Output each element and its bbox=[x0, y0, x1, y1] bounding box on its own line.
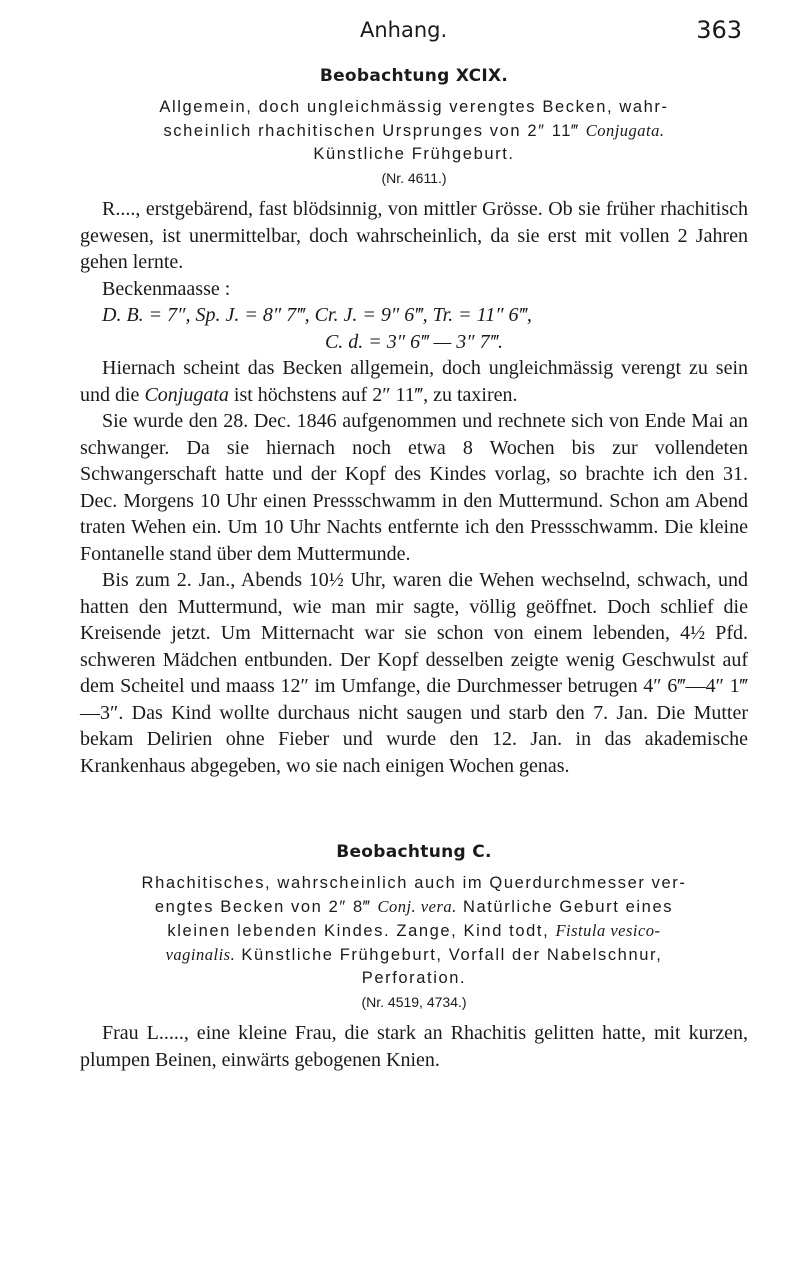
summary-line: Künstliche Frühgeburt, Vorfall der Nabelschnur, bbox=[241, 946, 663, 964]
running-title: Anhang. bbox=[360, 18, 448, 42]
paragraph: Bis zum 2. Jan., Abends 10½ Uhr, waren die Wehen wechselnd, schwach, und hatten den Muttermund, wie man mir sagte, völlig geöffnet. Doch schlief die Kreisende jetzt. Um Mitternacht war sie schon von einem lebenden, 4½ Pfd. schweren Mädchen entbunden. Der Kopf desselben zeigte wenig Geschwulst auf dem Scheitel und maass 12″ im Umfange, die Durchmesser betrugen 4″ 6‴—4″ 1‴—3″. Das Kind wollte durchaus nicht saugen und starb den 7. Jan. Die Mutter bekam Delirien ohne Fieber und wurde den 12. Jan. in das akademische Krankenhaus abgegeben, wo sie nach einigen Wochen genas. bbox=[80, 569, 748, 777]
summary-line: Natürliche Geburt eines bbox=[462, 898, 674, 916]
measures-label: Beckenmaasse : bbox=[102, 277, 231, 300]
pelvic-measures-line: D. B. = 7″, Sp. J. = 8″ 7‴, Cr. J. = 9″ 6‴, Tr. = 11″ 6‴, bbox=[102, 304, 532, 326]
observation-99 bbox=[80, 66, 748, 779]
observation-100 bbox=[80, 842, 748, 1073]
page-number: 363 bbox=[696, 16, 742, 44]
paragraph: Frau L....., eine kleine Frau, die stark an Rhachitis gelitten hatte, mit kurzen, plumpen Beinen, einwärts gebogenen Knien. bbox=[80, 1022, 748, 1071]
paragraph bbox=[80, 355, 748, 408]
summary-line: Künstliche Frühgeburt. bbox=[313, 145, 515, 163]
record-number: (Nr. 4519, 4734.) bbox=[361, 994, 467, 1010]
paragraph-italic: Conjugata bbox=[144, 383, 229, 406]
summary-line: scheinlich rhachitischen Ursprunges von 2″ 11‴ bbox=[163, 122, 580, 140]
observation-summary bbox=[80, 872, 748, 990]
observation-heading: Beobachtung XCIX. bbox=[319, 66, 509, 86]
paragraph: R...., erstgebärend, fast blödsinnig, von mittler Grösse. Ob sie früher rhachitisch gewesen, ist unermittelbar, doch wahrscheinlich, da sie erst mit vollen 2 Jahren gehen lernte. bbox=[80, 198, 748, 273]
summary-italic: vaginalis. bbox=[165, 945, 236, 964]
summary-line: Allgemein, doch ungleichmässig verengtes Becken, wahr- bbox=[159, 98, 669, 116]
paragraph-text: ist höchstens auf 2″ 11‴, zu taxiren. bbox=[233, 383, 518, 406]
record-number: (Nr. 4611.) bbox=[381, 170, 447, 186]
observation-summary bbox=[80, 96, 748, 166]
summary-italic: Fistula vesico- bbox=[555, 921, 661, 940]
observation-heading: Beobachtung C. bbox=[336, 842, 492, 862]
paragraph-text: Hiernach scheint das Becken allgemein, doch ungleichmässig verengt zu sein und die bbox=[80, 357, 748, 406]
summary-italic: Conjugata. bbox=[585, 121, 665, 140]
summary-line: engtes Becken von 2″ 8‴ bbox=[154, 898, 372, 916]
paragraph: Sie wurde den 28. Dec. 1846 aufgenommen und rechnete sich von Ende Mai an schwanger. Da sie hiernach noch etwa 8 Wochen bis zur vollendeten Schwangerschaft hatte und der Kopf des Kindes vorlag, so brachte ich den 31. Dec. Morgens 10 Uhr einen Pressschwamm in den Muttermund. Schon am Abend traten Wehen ein. Um 10 Uhr Nachts entfernte ich den Pressschwamm. Die kleine Fontanelle stand über dem Muttermunde. bbox=[80, 410, 748, 565]
summary-italic: Conj. vera. bbox=[377, 897, 457, 916]
pelvic-measures-line: C. d. = 3″ 6‴ — 3″ 7‴. bbox=[324, 330, 504, 353]
summary-line: Perforation. bbox=[361, 969, 467, 987]
summary-line: Rhachitisches, wahrscheinlich auch im Querdurchmesser ver- bbox=[141, 874, 687, 892]
running-header bbox=[0, 18, 800, 52]
summary-line: kleinen lebenden Kindes. Zange, Kind todt, bbox=[167, 922, 550, 940]
